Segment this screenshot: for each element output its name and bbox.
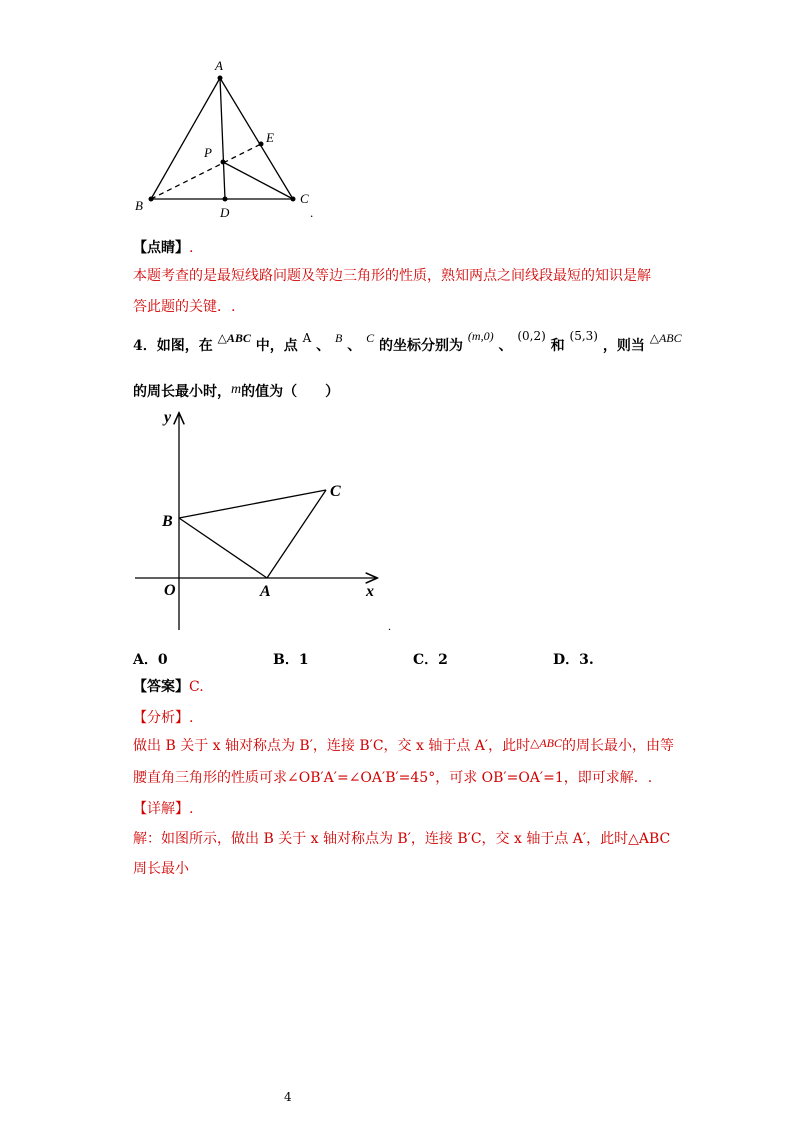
detail-tag-suffix: .	[189, 801, 194, 817]
segment-BA	[179, 518, 267, 578]
detail-line-2: 周长最小	[133, 861, 189, 877]
analysis-heading	[133, 708, 193, 728]
coord-C: (5,3)	[569, 329, 598, 343]
question-zhong: 中，点	[255, 338, 298, 354]
label-A: A	[260, 583, 271, 600]
zedang: ，则当	[602, 338, 645, 354]
label-O: O	[164, 582, 176, 599]
answer-value: C.	[189, 679, 204, 695]
option-a[interactable]: A．0	[133, 652, 168, 668]
m-var: m	[231, 382, 242, 397]
answer-tag: 【答案】	[133, 679, 189, 695]
point-D	[223, 197, 228, 202]
point-B-label: B	[335, 331, 343, 345]
analysis-tag-suffix: .	[189, 710, 194, 726]
segment-AC	[220, 78, 293, 199]
question-number: 4．如图，在	[133, 338, 213, 354]
label-D: D	[220, 205, 230, 220]
label-E: E	[266, 130, 274, 145]
analysis-triangle: △ABC	[530, 736, 562, 750]
dianjing-line-2: 答此题的关键．.	[133, 299, 236, 315]
label-B: B	[135, 198, 143, 213]
dianjing-heading	[133, 238, 193, 258]
point-A	[218, 76, 223, 81]
option-c[interactable]: C．2	[413, 652, 448, 668]
detail-heading	[133, 799, 193, 819]
coord-A: (m,0)	[467, 329, 494, 343]
label-P: P	[204, 145, 212, 160]
sep-1: 、	[316, 338, 331, 354]
detail-line-1: 解：如图所示，做出 B 关于 x 轴对称点为 B′，连接 B′C，交 x 轴于点 A′，此时△ABC	[133, 831, 671, 847]
stray-dot: .	[310, 205, 314, 220]
line2-a: 的周长最小时，	[133, 384, 231, 400]
point-C-label: C	[366, 331, 375, 345]
label-A: A	[215, 58, 223, 73]
label-C: C	[330, 483, 341, 500]
detail-tag: 【详解】	[133, 801, 189, 817]
analysis-tag: 【分析】	[133, 710, 189, 726]
question-line-1	[133, 329, 682, 356]
segment-AC	[267, 490, 326, 578]
point-A-label: A	[302, 331, 312, 345]
dianjing-line-1: 本题考查的是最短线路问题及等边三角形的性质，熟知两点之间线段最短的知识是解	[133, 268, 651, 284]
label-x: x	[366, 583, 374, 600]
triangle-figure-1	[120, 50, 340, 230]
point-P	[221, 160, 226, 165]
analysis-line-1: 做出 B 关于 x 轴对称点为 B′，连接 B′C，交 x 轴于点 A′，此时△ABC的周长最小，由等	[133, 736, 674, 754]
sep-2: 、	[347, 338, 362, 354]
segment-AB	[151, 78, 220, 199]
he: 和	[550, 338, 565, 354]
coord-text: 的坐标分别为	[379, 338, 464, 354]
triangle-abc-1: △ABC	[217, 331, 251, 345]
stray-dot: .	[388, 619, 391, 633]
option-d[interactable]: D．3.	[553, 652, 594, 668]
page-number: 4	[284, 1090, 292, 1104]
dianjing-tag-suffix: .	[189, 240, 194, 256]
coord-B: (0,2)	[517, 329, 546, 343]
line2-b: 的值为（ ）	[241, 384, 340, 400]
triangle-abc-2: △ABC	[649, 331, 682, 345]
answer-line	[133, 677, 204, 697]
label-y: y	[164, 409, 172, 426]
analysis-line-2: 腰直角三角形的性质可求∠OB′A′=∠OA′B′=45°，可求 OB′=OA′=1，即可求解．.	[133, 770, 653, 786]
coordinate-figure-2	[130, 400, 400, 640]
point-B	[149, 197, 154, 202]
label-C: C	[300, 191, 309, 206]
option-b[interactable]: B．1	[273, 652, 309, 668]
point-C	[291, 197, 296, 202]
sep-3: 、	[498, 338, 513, 354]
point-E	[259, 142, 264, 147]
segment-BC	[179, 490, 326, 518]
dianjing-tag: 【点睛】	[133, 240, 189, 256]
segment-AD	[220, 78, 225, 199]
label-B: B	[162, 513, 173, 530]
